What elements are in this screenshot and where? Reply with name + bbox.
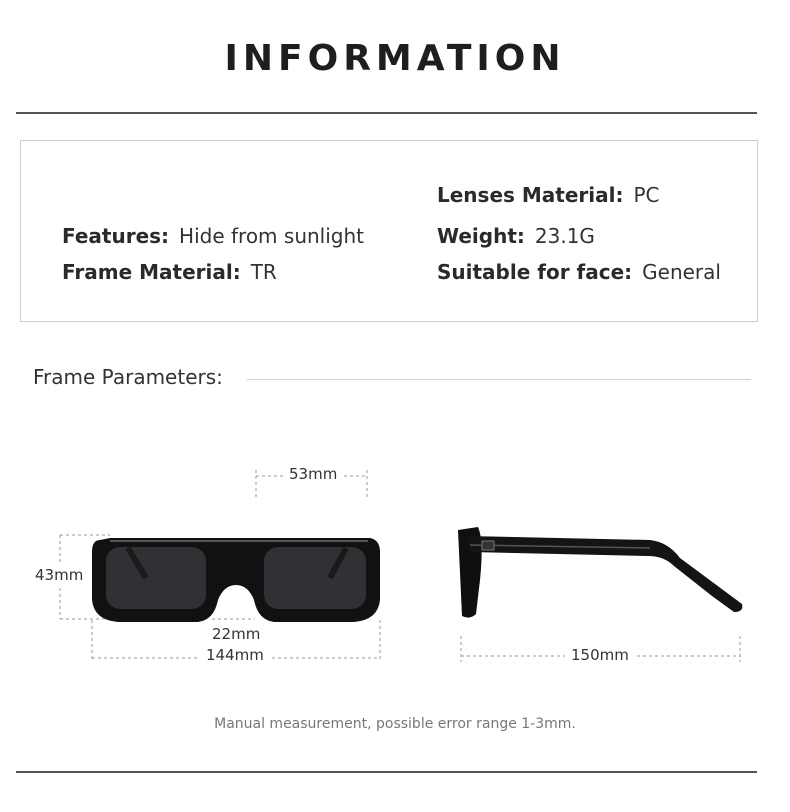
spec-label: Frame Material: [62,260,241,284]
spec-value: 23.1G [534,224,595,248]
temple-length-label: 150mm [571,646,629,664]
lens-height-label: 43mm [35,566,84,584]
frame-width-label: 144mm [206,646,264,664]
spec-value: PC [633,183,660,207]
page-title: INFORMATION [224,38,566,79]
lens-width-label: 53mm [289,465,338,483]
spec-value: TR [250,260,277,284]
spec-value: General [642,260,721,284]
spec-label: Lenses Material: [437,183,624,207]
frame-parameters-label: Frame Parameters: [33,365,223,389]
measurement-note: Manual measurement, possible error range 1-3mm. [214,716,576,732]
spec-label: Features: [62,224,170,248]
divider-bottom [16,771,757,773]
spec-label: Weight: [437,224,525,248]
bridge-label: 22mm [212,625,261,643]
side-view-glasses [458,527,742,618]
spec-value: Hide from sunlight [179,224,364,248]
front-view-glasses [92,538,380,622]
spec-label: Suitable for face: [437,260,633,284]
